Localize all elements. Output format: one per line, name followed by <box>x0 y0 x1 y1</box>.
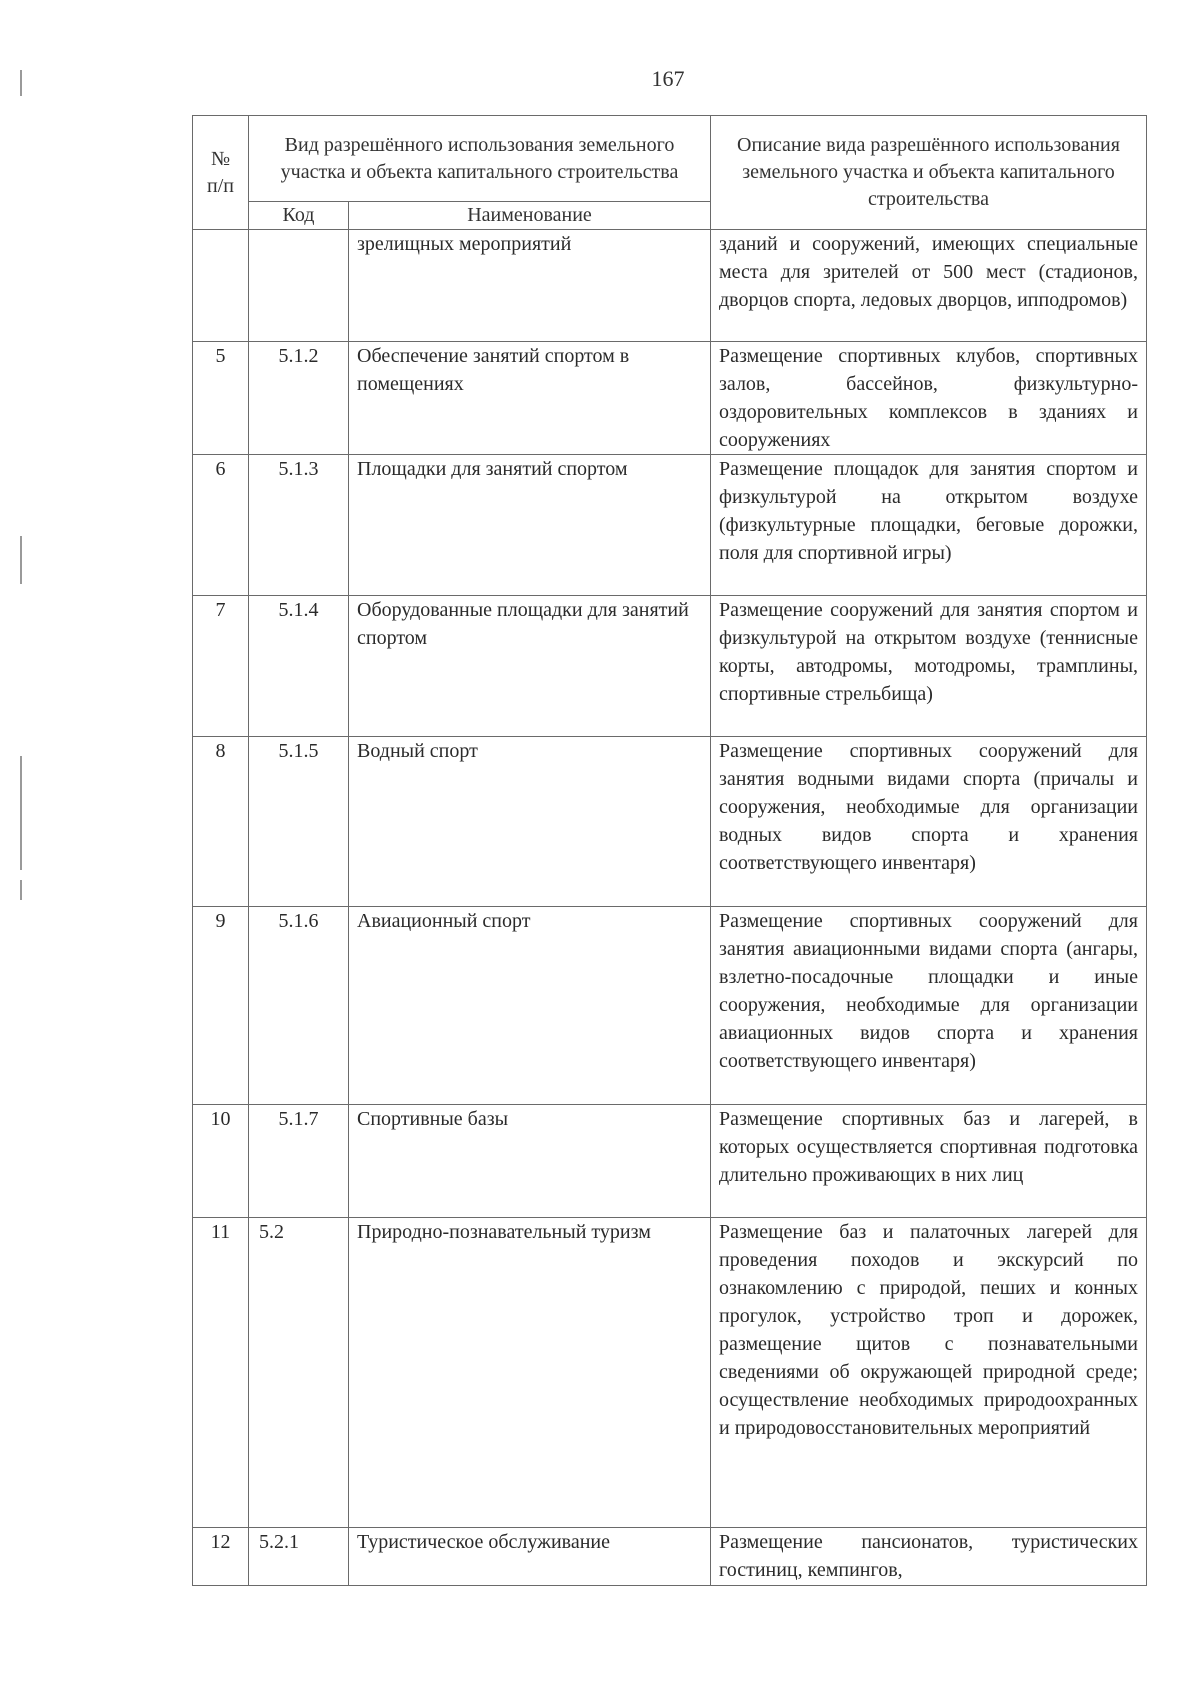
table-row <box>193 1218 1147 1528</box>
row-code: 5.2.1 <box>249 1528 349 1586</box>
row-name: зрелищных мероприятий <box>349 230 711 342</box>
row-description: Размещение спортивных клубов, спортивных залов, бассейнов, физкультурно-оздоровительных комплексов в зданиях и сооружениях <box>711 342 1147 455</box>
row-name: Площадки для занятий спортом <box>349 455 711 596</box>
row-code: 5.1.7 <box>249 1105 349 1218</box>
row-num: 5 <box>193 342 249 455</box>
land-use-table <box>192 115 1147 1586</box>
row-name: Туристическое обслуживание <box>349 1528 711 1586</box>
scan-margin-mark <box>20 880 22 900</box>
page-number: 167 <box>651 66 685 91</box>
table-row <box>193 1528 1147 1586</box>
row-name: Природно-познавательный туризм <box>349 1218 711 1528</box>
row-code <box>249 230 349 342</box>
row-code: 5.2 <box>249 1218 349 1528</box>
table-row <box>193 737 1147 907</box>
row-description: Размещение сооружений для занятия спортом и физкультурой на открытом воздухе (теннисные корты, автодромы, мотодромы, трамплины, спортивные стрельбища) <box>711 596 1147 737</box>
row-name: Обеспечение занятий спортом в помещениях <box>349 342 711 455</box>
table-row <box>193 455 1147 596</box>
row-num: 9 <box>193 907 249 1105</box>
row-name: Оборудованные площадки для занятий спортом <box>349 596 711 737</box>
row-num: 11 <box>193 1218 249 1528</box>
row-description: Размещение баз и палаточных лагерей для проведения походов и экскурсий по ознакомлению с природой, пеших и конных прогулок, устройство троп и дорожек, размещение щитов с познавательными сведениями об окружающей природной среде; осуществление необходимых природоохранных и природовосстановительных мероприятий <box>711 1218 1147 1528</box>
header-code: Код <box>249 202 349 230</box>
header-description: Описание вида разрешённого использования земельного участка и объекта капитального строительства <box>711 116 1147 230</box>
table-row <box>193 907 1147 1105</box>
row-description: Размещение спортивных сооружений для занятия авиационными видами спорта (ангары, взлетно-посадочные площадки и иные сооружения, необходимые для организации авиационных видов спорта и хранения соответствующего инвентаря) <box>711 907 1147 1105</box>
row-num <box>193 230 249 342</box>
row-name: Спортивные базы <box>349 1105 711 1218</box>
row-code: 5.1.6 <box>249 907 349 1105</box>
row-num: 10 <box>193 1105 249 1218</box>
row-num: 12 <box>193 1528 249 1586</box>
row-code: 5.1.4 <box>249 596 349 737</box>
table-row <box>193 596 1147 737</box>
scan-margin-mark <box>20 756 22 870</box>
scan-margin-mark <box>20 70 22 96</box>
table-row <box>193 342 1147 455</box>
row-name: Авиационный спорт <box>349 907 711 1105</box>
row-num: 6 <box>193 455 249 596</box>
row-description: Размещение пансионатов, туристических гостиниц, кемпингов, <box>711 1528 1147 1586</box>
row-code: 5.1.3 <box>249 455 349 596</box>
row-name: Водный спорт <box>349 737 711 907</box>
table-row <box>193 230 1147 342</box>
row-num: 7 <box>193 596 249 737</box>
header-name: Наименование <box>349 202 711 230</box>
row-description: Размещение спортивных баз и лагерей, в которых осуществляется спортивная подготовка длительно проживающих в них лиц <box>711 1105 1147 1218</box>
scan-margin-mark <box>20 536 22 584</box>
row-code: 5.1.5 <box>249 737 349 907</box>
header-num: № п/п <box>193 116 249 230</box>
row-code: 5.1.2 <box>249 342 349 455</box>
row-num: 8 <box>193 737 249 907</box>
header-permitted-use: Вид разрешённого использования земельного участка и объекта капитального строительства <box>249 116 711 202</box>
table-row <box>193 1105 1147 1218</box>
row-description: Размещение спортивных сооружений для занятия водными видами спорта (причалы и сооружения, необходимые для организации водных видов спорта и хранения соответствующего инвентаря) <box>711 737 1147 907</box>
row-description: Размещение площадок для занятия спортом и физкультурой на открытом воздухе (физкультурные площадки, беговые дорожки, поля для спортивной игры) <box>711 455 1147 596</box>
row-description: зданий и сооружений, имеющих специальные места для зрителей от 500 мест (стадионов, дворцов спорта, ледовых дворцов, ипподромов) <box>711 230 1147 342</box>
